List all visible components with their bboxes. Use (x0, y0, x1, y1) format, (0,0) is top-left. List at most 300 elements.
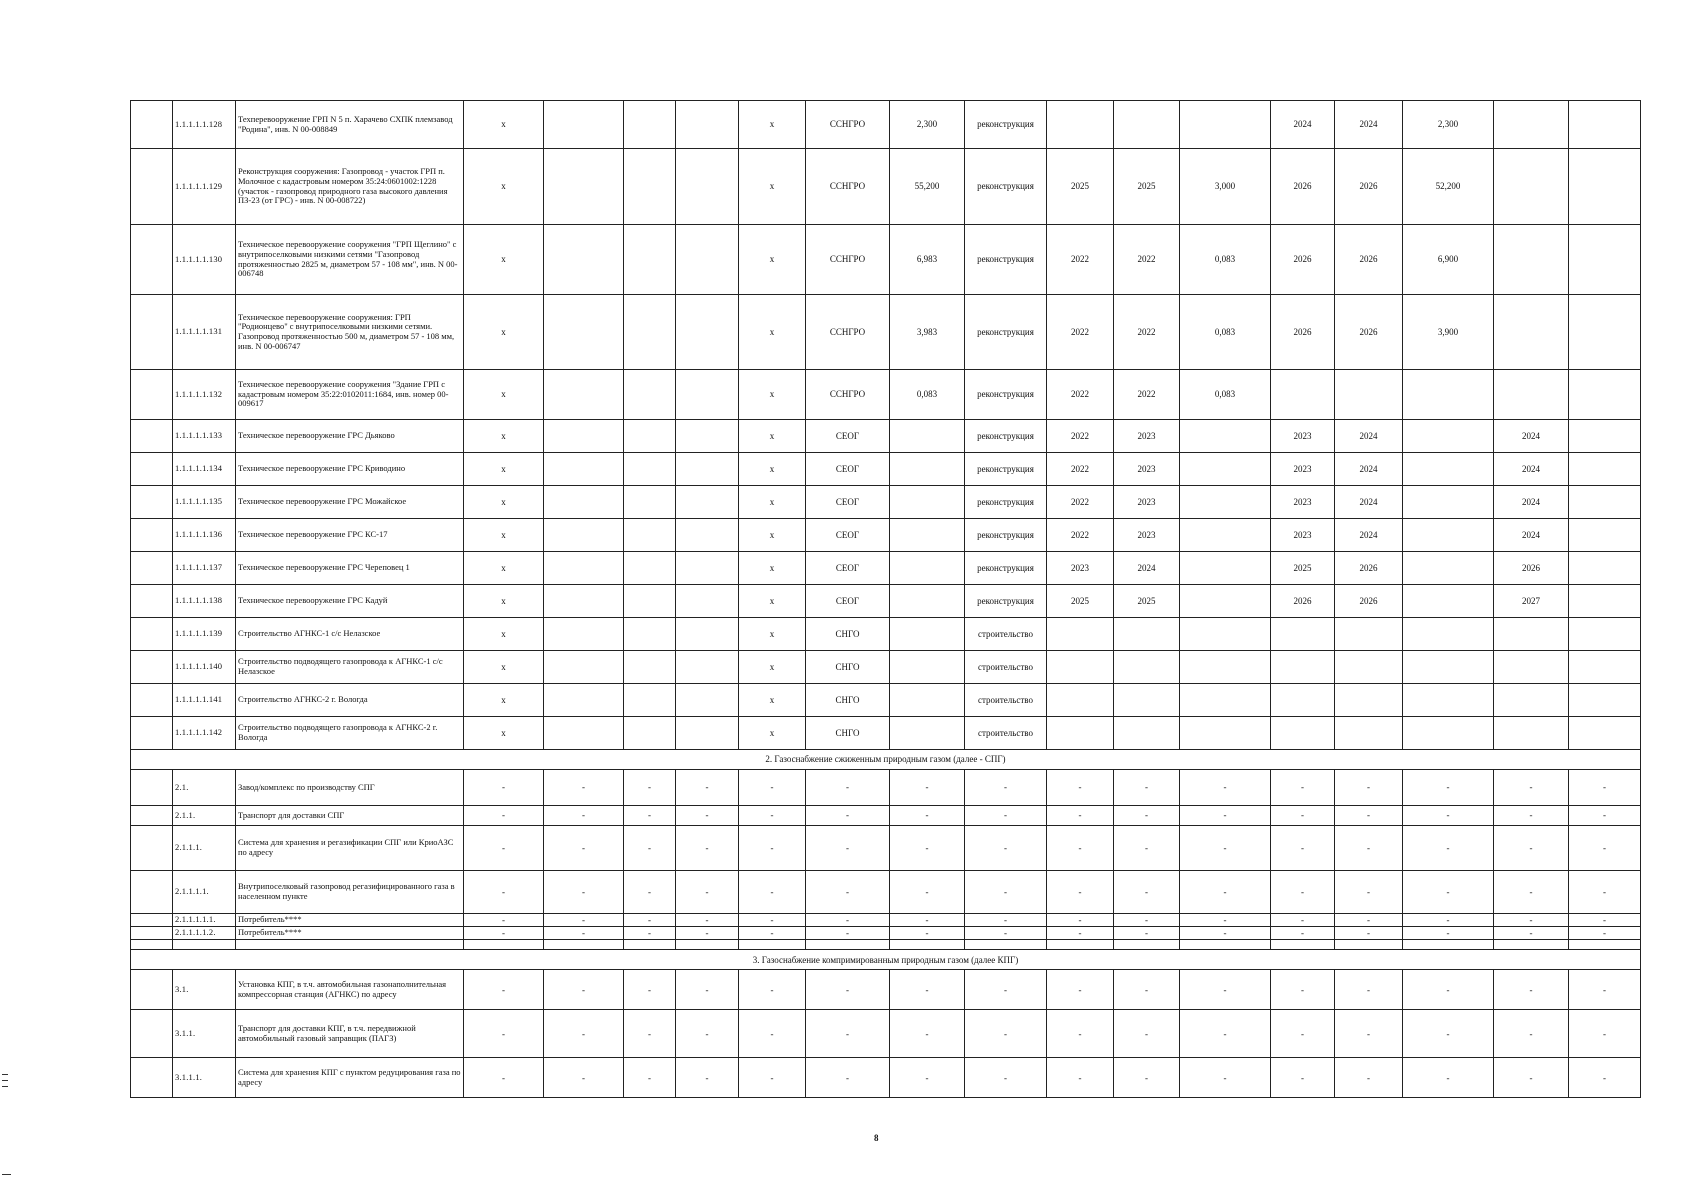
value-cell (1180, 486, 1271, 519)
value-cell (1569, 225, 1641, 295)
value-cell (1335, 370, 1403, 420)
margin-mark (2, 1080, 8, 1081)
dash-cell: - (624, 970, 676, 1010)
dash-cell: - (890, 914, 965, 927)
dash-cell: - (1180, 770, 1271, 806)
value-cell (890, 717, 965, 750)
value-cell: реконструкция (965, 585, 1047, 618)
value-cell (1569, 453, 1641, 486)
blank-cell (739, 940, 806, 950)
value-cell: реконструкция (965, 453, 1047, 486)
value-cell: 2025 (1047, 585, 1114, 618)
dash-cell: - (890, 1010, 965, 1058)
dash-cell: - (1494, 914, 1569, 927)
table-row (131, 370, 1641, 420)
value-cell (1403, 585, 1494, 618)
dash-cell: - (1271, 914, 1335, 927)
blank-cell (624, 585, 676, 618)
value-cell: х (464, 585, 544, 618)
value-cell (1114, 717, 1180, 750)
blank-cell (131, 101, 173, 149)
dash-cell: - (1335, 1010, 1403, 1058)
blank-cell (131, 370, 173, 420)
row-name: Техническое перевооружение ГРС Кадуй (236, 585, 464, 618)
blank-cell (131, 1010, 173, 1058)
value-cell: 2024 (1271, 101, 1335, 149)
dash-cell: - (965, 770, 1047, 806)
row-name: Техническое перевооружение ГРС Можайское (236, 486, 464, 519)
value-cell (1569, 552, 1641, 585)
table-row (131, 101, 1641, 149)
value-cell: х (464, 225, 544, 295)
dash-cell: - (1114, 806, 1180, 826)
value-cell: 2026 (1335, 552, 1403, 585)
dash-cell: - (1047, 826, 1114, 871)
dash-cell: - (890, 871, 965, 914)
value-cell: 0,083 (1180, 295, 1271, 370)
dash-cell: - (1047, 927, 1114, 940)
value-cell (890, 420, 965, 453)
value-cell: ССНГРО (806, 149, 890, 225)
value-cell: х (739, 618, 806, 651)
value-cell: 2026 (1271, 585, 1335, 618)
value-cell (1271, 370, 1335, 420)
dash-cell: - (1047, 770, 1114, 806)
blank-cell (544, 149, 624, 225)
blank-cell (131, 684, 173, 717)
blank-cell (131, 585, 173, 618)
row-code: 1.1.1.1.1.130 (173, 225, 236, 295)
blank-cell (544, 486, 624, 519)
blank-cell (676, 370, 739, 420)
value-cell: 3,000 (1180, 149, 1271, 225)
blank-cell (544, 585, 624, 618)
value-cell (1569, 717, 1641, 750)
value-cell: х (739, 684, 806, 717)
dash-cell: - (1271, 1058, 1335, 1098)
value-cell (1271, 618, 1335, 651)
value-cell (1180, 684, 1271, 717)
dash-cell: - (1180, 1010, 1271, 1058)
dash-cell: - (1403, 1010, 1494, 1058)
blank-cell (624, 149, 676, 225)
value-cell (1047, 684, 1114, 717)
value-cell: 0,083 (890, 370, 965, 420)
dash-cell: - (890, 927, 965, 940)
dash-cell: - (1494, 970, 1569, 1010)
dash-cell: - (1114, 770, 1180, 806)
blank-cell (131, 552, 173, 585)
blank-cell (624, 519, 676, 552)
table-row (131, 717, 1641, 750)
value-cell (1180, 101, 1271, 149)
blank-cell (624, 101, 676, 149)
dash-cell: - (1271, 871, 1335, 914)
dash-cell: - (806, 806, 890, 826)
value-cell: СНГО (806, 684, 890, 717)
dash-cell: - (624, 1058, 676, 1098)
dash-cell: - (1047, 914, 1114, 927)
row-code: 1.1.1.1.1.140 (173, 651, 236, 684)
margin-mark (2, 1086, 8, 1087)
row-code: 2.1.1.1.1.2. (173, 927, 236, 940)
value-cell (1569, 618, 1641, 651)
value-cell (1403, 370, 1494, 420)
value-cell (1494, 149, 1569, 225)
dash-cell: - (890, 970, 965, 1010)
dash-cell: - (739, 871, 806, 914)
value-cell (1494, 225, 1569, 295)
value-cell: строительство (965, 651, 1047, 684)
dash-cell: - (1271, 970, 1335, 1010)
dash-cell: - (806, 927, 890, 940)
value-cell (1114, 618, 1180, 651)
value-cell: х (739, 453, 806, 486)
value-cell: СНГО (806, 651, 890, 684)
blank-cell (236, 940, 464, 950)
value-cell: х (464, 486, 544, 519)
row-name: Система для хранения КПГ с пунктом редуцирования газа по адресу (236, 1058, 464, 1098)
blank-cell (1180, 940, 1271, 950)
value-cell: 2022 (1047, 295, 1114, 370)
value-cell: реконструкция (965, 420, 1047, 453)
row-name: Техперевооружение ГРП N 5 п. Харачево СХПК племзавод "Родина", инв. N 00-008849 (236, 101, 464, 149)
blank-cell (624, 684, 676, 717)
dash-cell: - (624, 871, 676, 914)
blank-cell (1114, 940, 1180, 950)
value-cell: 2024 (1114, 552, 1180, 585)
row-name: Строительство подводящего газопровода к АГНКС-2 г. Вологда (236, 717, 464, 750)
value-cell: х (739, 552, 806, 585)
dash-cell: - (1569, 1058, 1641, 1098)
value-cell: х (739, 651, 806, 684)
value-cell: реконструкция (965, 101, 1047, 149)
row-name: Строительство АГНКС-1 с/с Нелазское (236, 618, 464, 651)
value-cell: 6,900 (1403, 225, 1494, 295)
value-cell: 2022 (1047, 370, 1114, 420)
value-cell (1494, 684, 1569, 717)
row-name: Техническое перевооружение ГРС Криводино (236, 453, 464, 486)
value-cell (1569, 519, 1641, 552)
row-name: Техническое перевооружение ГРС Череповец 1 (236, 552, 464, 585)
dash-cell: - (890, 770, 965, 806)
value-cell (1494, 651, 1569, 684)
value-cell: 2024 (1335, 519, 1403, 552)
dash-cell: - (1494, 770, 1569, 806)
dash-cell: - (544, 1058, 624, 1098)
value-cell: 2,300 (1403, 101, 1494, 149)
row-name: Строительство подводящего газопровода к АГНКС-1 с/с Нелазское (236, 651, 464, 684)
dash-cell: - (1180, 914, 1271, 927)
blank-cell (131, 453, 173, 486)
value-cell: реконструкция (965, 225, 1047, 295)
row-code: 1.1.1.1.1.141 (173, 684, 236, 717)
value-cell: 2023 (1114, 420, 1180, 453)
blank-cell (544, 618, 624, 651)
value-cell: х (739, 101, 806, 149)
dash-cell: - (1569, 1010, 1641, 1058)
value-cell (1569, 585, 1641, 618)
dash-cell: - (464, 927, 544, 940)
value-cell: СНГО (806, 618, 890, 651)
dash-cell: - (1180, 871, 1271, 914)
value-cell: 2026 (1271, 225, 1335, 295)
row-code: 1.1.1.1.1.131 (173, 295, 236, 370)
dash-cell: - (739, 770, 806, 806)
dash-cell: - (1335, 770, 1403, 806)
dash-cell: - (1335, 914, 1403, 927)
dash-cell: - (965, 914, 1047, 927)
dash-cell: - (1271, 806, 1335, 826)
value-cell (890, 684, 965, 717)
value-cell: 2,300 (890, 101, 965, 149)
blank-cell (131, 519, 173, 552)
value-cell: реконструкция (965, 552, 1047, 585)
row-name: Потребитель**** (236, 914, 464, 927)
value-cell: 3,900 (1403, 295, 1494, 370)
table-row (131, 1010, 1641, 1058)
row-code: 1.1.1.1.1.132 (173, 370, 236, 420)
blank-cell (131, 149, 173, 225)
blank-cell (1335, 940, 1403, 950)
blank-cell (131, 225, 173, 295)
value-cell: 2026 (1335, 149, 1403, 225)
dash-cell: - (624, 1010, 676, 1058)
value-cell (1494, 295, 1569, 370)
value-cell: СЕОГ (806, 552, 890, 585)
dash-cell: - (1494, 826, 1569, 871)
dash-cell: - (739, 970, 806, 1010)
blank-cell (544, 519, 624, 552)
value-cell (1047, 651, 1114, 684)
dash-cell: - (676, 806, 739, 826)
dash-cell: - (1403, 770, 1494, 806)
value-cell: СНГО (806, 717, 890, 750)
dash-cell: - (739, 914, 806, 927)
row-code: 1.1.1.1.1.135 (173, 486, 236, 519)
value-cell: х (464, 519, 544, 552)
dash-cell: - (544, 1010, 624, 1058)
blank-cell (173, 940, 236, 950)
dash-cell: - (1047, 1010, 1114, 1058)
row-name: Техническое перевооружение сооружения: ГРП "Родионцево" с внутрипоселковыми низкими сетями. Газопровод протяженностью 500 м, диаметром 57 - 108 мм, инв. N 00-006747 (236, 295, 464, 370)
row-code: 3.1. (173, 970, 236, 1010)
value-cell: х (464, 295, 544, 370)
dash-cell: - (464, 770, 544, 806)
blank-cell (544, 295, 624, 370)
table-row (131, 486, 1641, 519)
value-cell: х (739, 295, 806, 370)
value-cell: 2024 (1494, 420, 1569, 453)
row-name: Установка КПГ, в т.ч. автомобильная газонаполнительная компрессорная станция (АГНКС) по адресу (236, 970, 464, 1010)
dash-cell: - (544, 826, 624, 871)
blank-cell (544, 420, 624, 453)
dash-cell: - (1271, 1010, 1335, 1058)
page-number: 8 (874, 1133, 879, 1143)
dash-cell: - (1047, 970, 1114, 1010)
blank-cell (131, 717, 173, 750)
dash-cell: - (1047, 806, 1114, 826)
value-cell (1569, 370, 1641, 420)
value-cell: строительство (965, 717, 1047, 750)
row-name: Внутрипоселковый газопровод регазифицированного газа в населенном пункте (236, 871, 464, 914)
dash-cell: - (1180, 1058, 1271, 1098)
value-cell: 55,200 (890, 149, 965, 225)
blank-cell (131, 618, 173, 651)
value-cell (1180, 618, 1271, 651)
row-code: 2.1.1. (173, 806, 236, 826)
row-code: 2.1. (173, 770, 236, 806)
empty-row (131, 940, 1641, 950)
dash-cell: - (806, 1010, 890, 1058)
value-cell (1403, 420, 1494, 453)
row-code: 2.1.1.1.1. (173, 871, 236, 914)
dash-cell: - (1114, 826, 1180, 871)
value-cell: х (464, 101, 544, 149)
value-cell: х (464, 370, 544, 420)
row-code: 2.1.1.1.1.1. (173, 914, 236, 927)
blank-cell (131, 970, 173, 1010)
row-name: Техническое перевооружение сооружения "ГРП Щеглино" с внутрипоселковыми низкими сетями "Газопровод протяженностью 2825 м, диаметром 57 - 108 мм", инв. N 00-006748 (236, 225, 464, 295)
dash-cell: - (739, 927, 806, 940)
row-name: Техническое перевооружение сооружения "Здание ГРП с кадастровым номером 35:22:0102011:1684, инв. номер 00-009617 (236, 370, 464, 420)
blank-cell (131, 651, 173, 684)
dash-cell: - (965, 1058, 1047, 1098)
value-cell (1403, 618, 1494, 651)
table-row (131, 927, 1641, 940)
dash-cell: - (806, 914, 890, 927)
section-title: 3. Газоснабжение компримированным природным газом (далее КПГ) (131, 950, 1641, 970)
value-cell (1180, 717, 1271, 750)
dash-cell: - (1335, 927, 1403, 940)
value-cell: 2023 (1047, 552, 1114, 585)
dash-cell: - (1114, 1058, 1180, 1098)
value-cell (1569, 486, 1641, 519)
blank-cell (131, 826, 173, 871)
blank-cell (965, 940, 1047, 950)
dash-cell: - (1494, 806, 1569, 826)
value-cell: 2024 (1335, 453, 1403, 486)
dash-cell: - (1403, 871, 1494, 914)
blank-cell (624, 420, 676, 453)
blank-cell (806, 940, 890, 950)
dash-cell: - (965, 871, 1047, 914)
row-code: 1.1.1.1.1.137 (173, 552, 236, 585)
dash-cell: - (890, 1058, 965, 1098)
dash-cell: - (965, 826, 1047, 871)
dash-cell: - (464, 826, 544, 871)
blank-cell (131, 295, 173, 370)
dash-cell: - (890, 826, 965, 871)
value-cell: 52,200 (1403, 149, 1494, 225)
value-cell: 2024 (1335, 101, 1403, 149)
blank-cell (676, 684, 739, 717)
blank-cell (676, 519, 739, 552)
row-name: Транспорт для доставки КПГ, в т.ч. передвижной автомобильный газовый заправщик (ПАГЗ) (236, 1010, 464, 1058)
dash-cell: - (965, 927, 1047, 940)
dash-cell: - (1403, 806, 1494, 826)
dash-cell: - (624, 826, 676, 871)
value-cell: х (464, 149, 544, 225)
value-cell (1403, 684, 1494, 717)
blank-cell (624, 940, 676, 950)
value-cell: 2022 (1047, 519, 1114, 552)
row-code: 1.1.1.1.1.138 (173, 585, 236, 618)
blank-cell (131, 486, 173, 519)
value-cell: х (464, 453, 544, 486)
dash-cell: - (1335, 970, 1403, 1010)
value-cell: 6,983 (890, 225, 965, 295)
value-cell: 2023 (1114, 519, 1180, 552)
blank-cell (676, 486, 739, 519)
value-cell: СЕОГ (806, 420, 890, 453)
value-cell: ССНГРО (806, 101, 890, 149)
value-cell: 2024 (1335, 420, 1403, 453)
row-name: Система для хранения и регазификации СПГ или КриоАЗС по адресу (236, 826, 464, 871)
value-cell: 2025 (1047, 149, 1114, 225)
dash-cell: - (1114, 914, 1180, 927)
blank-cell (544, 552, 624, 585)
value-cell (1271, 651, 1335, 684)
blank-cell (676, 420, 739, 453)
blank-cell (676, 295, 739, 370)
value-cell (1271, 684, 1335, 717)
value-cell (1403, 717, 1494, 750)
blank-cell (676, 618, 739, 651)
dash-cell: - (676, 927, 739, 940)
dash-cell: - (806, 1058, 890, 1098)
blank-cell (676, 585, 739, 618)
table-row (131, 871, 1641, 914)
dash-cell: - (1335, 871, 1403, 914)
value-cell: 2024 (1335, 486, 1403, 519)
value-cell (1403, 519, 1494, 552)
dash-cell: - (1494, 1058, 1569, 1098)
blank-cell (131, 770, 173, 806)
value-cell (1180, 651, 1271, 684)
value-cell: 2023 (1114, 486, 1180, 519)
value-cell (1403, 453, 1494, 486)
section-title: 2. Газоснабжение сжиженным природным газом (далее - СПГ) (131, 750, 1641, 770)
dash-cell: - (1271, 770, 1335, 806)
table-row (131, 684, 1641, 717)
dash-cell: - (1494, 927, 1569, 940)
blank-cell (544, 717, 624, 750)
value-cell: 2022 (1114, 370, 1180, 420)
value-cell (1180, 519, 1271, 552)
value-cell: 2026 (1335, 295, 1403, 370)
value-cell: 2025 (1271, 552, 1335, 585)
dash-cell: - (464, 1010, 544, 1058)
blank-cell (544, 101, 624, 149)
value-cell: 0,083 (1180, 370, 1271, 420)
blank-cell (131, 940, 173, 950)
value-cell: х (739, 519, 806, 552)
value-cell (1180, 420, 1271, 453)
dash-cell: - (1569, 914, 1641, 927)
row-name: Потребитель**** (236, 927, 464, 940)
value-cell (1180, 453, 1271, 486)
row-code: 3.1.1.1. (173, 1058, 236, 1098)
row-code: 2.1.1.1. (173, 826, 236, 871)
table-row (131, 225, 1641, 295)
blank-cell (676, 940, 739, 950)
dash-cell: - (1114, 970, 1180, 1010)
dash-cell: - (806, 970, 890, 1010)
row-code: 1.1.1.1.1.134 (173, 453, 236, 486)
blank-cell (890, 940, 965, 950)
dash-cell: - (1569, 970, 1641, 1010)
